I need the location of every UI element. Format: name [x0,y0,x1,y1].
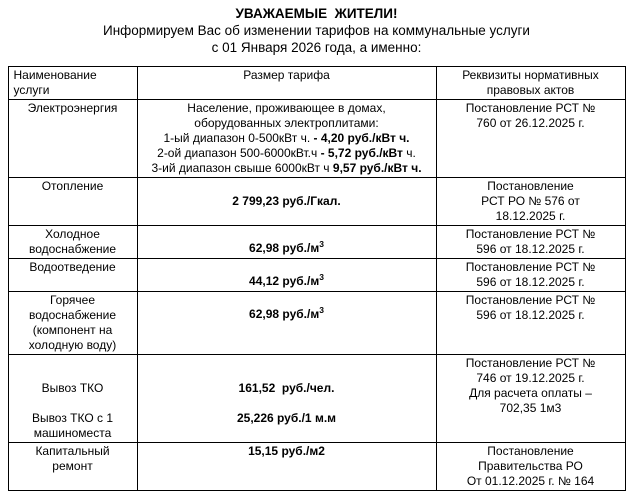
cell-service-hot-water [8,292,137,355]
cell-service-capital-repair [8,443,137,491]
service-name-line: Капитальный [35,444,110,458]
cell-tariff-cold-water [137,226,436,259]
header-acts-line: правовых актов [486,83,575,97]
acts-line: 18.12.2025 г. [495,209,566,223]
service-name-line: холодную воду) [28,338,117,352]
acts-line: РСТ РО № 576 от [481,194,580,208]
cell-acts-hot-water [436,292,625,355]
table-row-capital-repair [8,443,625,491]
header-cell-service [8,67,137,100]
service-name-line: машиноместа [33,426,112,440]
service-name-line: ремонт [52,459,93,473]
table-row-waste [8,355,625,443]
acts-line: Постановление РСТ № [465,227,596,241]
cell-acts-sewerage [436,259,625,292]
cell-acts-waste [436,355,625,443]
cell-acts-cold-water [436,226,625,259]
cell-acts-electricity [436,100,625,178]
tariff-value: 62,98 руб./м [249,307,320,321]
header-acts-line: Реквизиты нормативных [462,68,599,82]
acts-line: От 01.12.2025 г. № 164 [466,474,595,488]
tariff-range-unit: ч. [402,146,416,160]
tariff-superscript: 3 [319,239,324,249]
cell-tariff-hot-water [137,292,436,355]
tariff-range-label: 3-ий диапазон свыше 6000кВт ч [151,161,333,175]
acts-line: Правительства РО [478,459,583,473]
service-name-line: Холодное [45,227,100,241]
acts-line: Постановление РСТ № [465,356,596,370]
table-row-cold-water [8,226,625,259]
header-service-line: услуги [13,83,50,97]
tariff-line [141,146,433,161]
tariff-value: 62,98 руб./м [249,241,320,255]
service-name-line: Вывоз ТКО [41,381,104,395]
acts-line: 596 от 18.12.2025 г. [476,275,585,289]
acts-line: 702,35 1м3 [499,401,562,415]
tariff-table [8,66,626,491]
tariff-range-value: - 5,72 руб./кВт [320,146,403,160]
table-row-electricity [8,100,625,178]
acts-line: 596 от 18.12.2025 г. [476,242,585,256]
header-service-line: Наименование [13,68,97,82]
tariff-line: оборудованных электроплитами: [194,116,379,130]
cell-service-heating: Отопление [8,178,137,226]
cell-tariff-electricity [137,100,436,178]
page-title: УВАЖАЕМЫЕ ЖИТЕЛИ! [235,6,398,21]
service-name-line: Вывоз ТКО с 1 [31,411,114,425]
cell-acts-heating [436,178,625,226]
tariff-value: 25,226 руб./1 м.м [236,411,337,425]
tariff-line: Население, проживающее в домах, [187,101,386,115]
cell-tariff-capital-repair: 15,15 руб./м2 [137,443,436,491]
tariff-superscript: 3 [319,272,324,282]
spacer [141,396,433,411]
header-cell-tariff: Размер тарифа [137,67,436,100]
acts-line: Постановление РСТ № [465,260,596,274]
acts-line: Постановление [487,179,574,193]
tariff-value: 161,52 руб./чел. [238,381,335,395]
acts-line: Постановление [487,444,574,458]
acts-line: 596 от 18.12.2025 г. [476,308,585,322]
page-subtitle-line2: с 01 Января 2026 года, а именно: [211,40,422,55]
acts-line: 760 от 26.12.2025 г. [476,116,585,130]
cell-tariff-heating: 2 799,23 руб./Гкал. [137,178,436,226]
table-header-row [8,67,625,100]
tariff-superscript: 3 [319,305,324,315]
cell-service-cold-water [8,226,137,259]
cell-tariff-waste [137,355,436,443]
tariff-range-value: 9,57 руб./кВт ч. [332,161,422,175]
cell-tariff-sewerage [137,259,436,292]
tariff-range-label: 1-ый диапазон 0-500кВт ч. [163,131,314,145]
acts-line: Постановление РСТ № [465,293,596,307]
tariff-line [141,161,433,176]
cell-acts-capital-repair [436,443,625,491]
service-name-line: водоснабжение [28,308,117,322]
acts-line: Для расчета оплаты – [469,386,592,400]
page-subtitle-line1: Информируем Вас об изменении тарифов на коммунальные услуги [103,23,530,38]
acts-line: Постановление РСТ № [465,101,596,115]
cell-service-electricity: Электроэнергия [8,100,137,178]
acts-line: 746 от 19.12.2025 г. [476,371,585,385]
table-row-heating [8,178,625,226]
table-row-hot-water [8,292,625,355]
tariff-range-label: 2-ой диапазон 500-6000кВт.ч [157,146,321,160]
tariff-value: 44,12 руб./м [249,274,320,288]
header-cell-acts [436,67,625,100]
cell-service-sewerage: Водоотведение [8,259,137,292]
table-row-sewerage [8,259,625,292]
cell-service-waste [8,355,137,443]
spacer [12,396,134,411]
tariff-range-value: - 4,20 руб./кВт ч. [313,131,410,145]
tariff-line [141,131,433,146]
service-name-line: водоснабжение [28,242,117,256]
service-name-line: (компонент на [32,323,113,337]
service-name-line: Горячее [49,293,95,307]
